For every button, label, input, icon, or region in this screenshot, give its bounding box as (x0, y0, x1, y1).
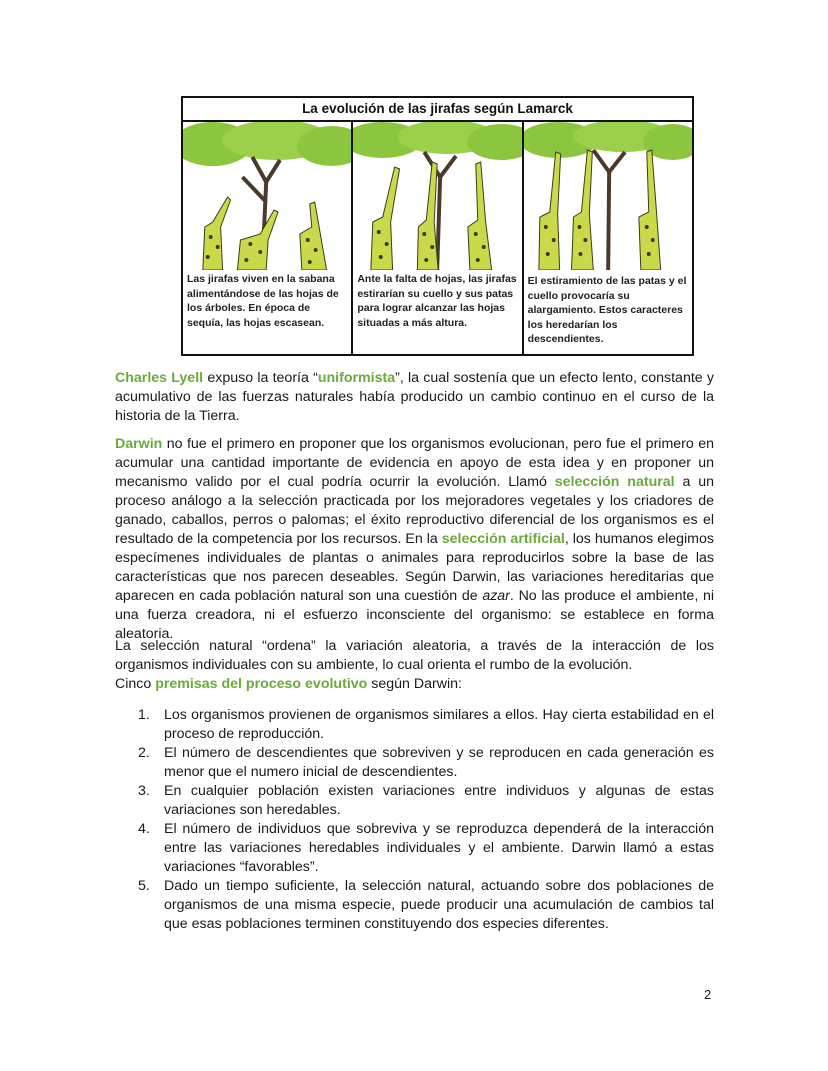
figure-panels (183, 122, 692, 356)
figure-panel-3 (524, 122, 692, 356)
term-azar: azar (482, 588, 510, 604)
list-item: 1. Los organismos provienen de organismos similares a ellos. Hay cierta estabilidad en el proceso de reproducción. (138, 707, 714, 742)
paragraph-darwin: Darwin no fue el primero en proponer que los organismos evolucionan, pero fue el primero en acumular una cantidad importante de evidencia en apoyo de esta idea y en proponer un mecanismo valido por el cual podría ocurrir la evolución. Llamó selección natural a un proceso análogo a la selección practicada por los mejoradores vegetales y los criadores de ganado, caballos, perros o palomas; el éxito reproductivo diferencial de los organismos es el resultado de la competencia por los recursos. En la selección artificial, los humanos elegimos especímenes individuales de plantas o animales para reproducirlos sobre la base de las características que nos parecen deseables. Según Darwin, las variaciones hereditarias que aparecen en cada población natural son una cuestión de azar. No las produce el ambiente, ni una fuerza creadora, ni el esfuerzo inconsciente del organismo: se establece en forma aleatoria. (115, 436, 714, 642)
term-darwin: Darwin (115, 436, 163, 452)
term-premisas: premisas del proceso evolutivo (155, 676, 368, 692)
term-uniformista: uniformista (317, 370, 396, 386)
term-seleccion-natural: selección natural (554, 474, 675, 490)
paragraph-premisas-intro: Cinco premisas del proceso evolutivo según Darwin: (115, 676, 462, 692)
paragraph-lyell: Charles Lyell expuso la teoría “uniformista”, la cual sostenía que un efecto lento, constante y acumulativo de las fuerzas naturales había producido un cambio continuo en el curso de la historia de la Tierra. (115, 370, 715, 424)
giraffes-illustration-3 (524, 122, 692, 270)
term-seleccion-artificial: selección artificial (441, 531, 565, 547)
list-item: 3. En cualquier población existen variaciones entre individuos y algunas de estas variaciones son heredables. (138, 783, 714, 818)
list-item: 5. Dado un tiempo suficiente, la selección natural, actuando sobre dos poblaciones de organismos de una misma especie, puede producir una acumulación de cambios tal que esas poblaciones terminen constituyendo dos especies diferentes. (138, 878, 714, 932)
figure-caption-2: Ante la falta de hojas, las jirafas estirarían su cuello y sus patas para lograr alcanzar las hojas situadas a más altura. (357, 273, 517, 329)
list-item: 4. El número de individuos que sobreviva y se reproduzca dependerá de la interacción entre las variaciones heredables individuales y el ambiente. Darwin llamó a estas variaciones “favorables”. (138, 821, 714, 875)
figure-title: La evolución de las jirafas según Lamarck (183, 98, 692, 122)
page-number: 2 (704, 987, 712, 1002)
term-charles-lyell: Charles Lyell (115, 370, 204, 386)
giraffes-illustration-2 (353, 122, 521, 270)
paragraph-seleccion: La selección natural “ordena” la variación aleatoria, a través de la interacción de los organismos individuales con su ambiente, lo cual orienta el rumbo de la evolución. (115, 638, 714, 673)
figure-panel-2 (353, 122, 523, 356)
figure-caption-3: El estiramiento de las patas y el cuello provocaría su alargamiento. Estos caracteres los heredarían los descendientes. (527, 275, 687, 345)
giraffes-illustration-1 (183, 122, 351, 270)
list-item: 2. El número de descendientes que sobreviven y se reproducen en cada generación es menor que el numero inicial de descendientes. (138, 745, 714, 780)
figure-caption-1: Las jirafas viven en la sabana alimentándose de las hojas de los árboles. En época de sequía, las hojas escasean. (187, 273, 339, 329)
premisas-list (138, 706, 714, 934)
figure-panel-1 (183, 122, 353, 356)
lamarck-figure (181, 96, 694, 356)
